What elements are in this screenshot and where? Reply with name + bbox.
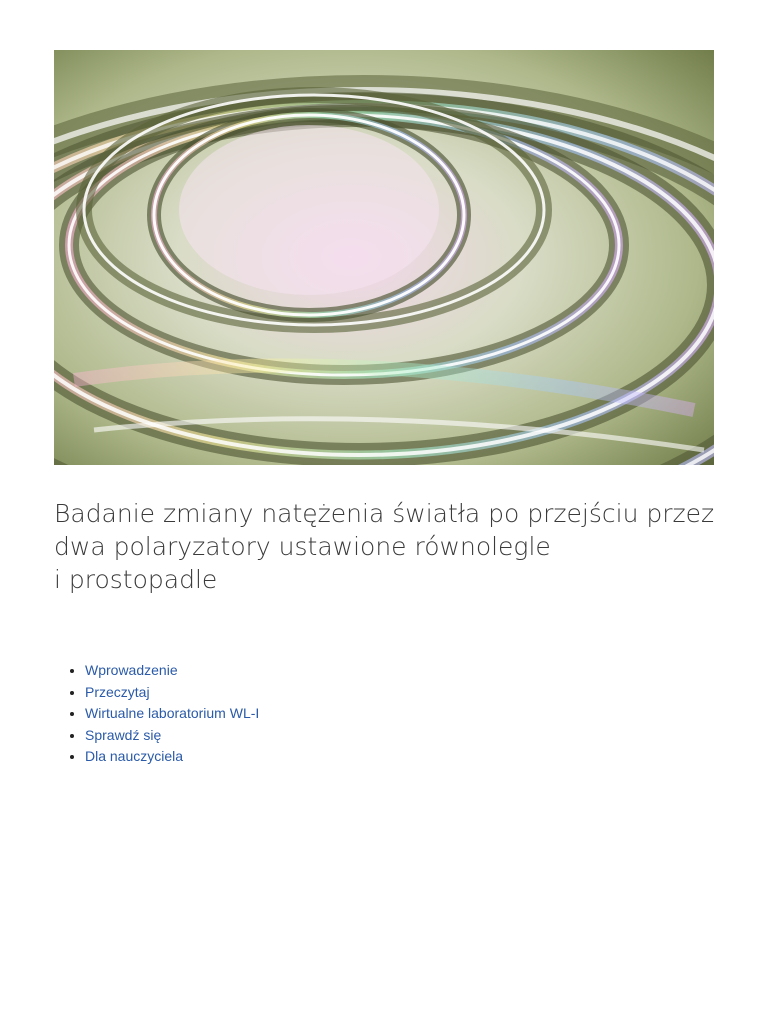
toc-link-virtual-lab[interactable]: Wirtualne laboratorium WL-I (85, 705, 260, 721)
title-line-3: i prostopadle (54, 565, 218, 594)
toc-link-check-yourself[interactable]: Sprawdź się (85, 726, 162, 743)
hero-image (54, 50, 714, 465)
title-line-1: Badanie zmiany natężenia światła po przejściu przez (54, 499, 715, 528)
toc-item-check-yourself (60, 725, 259, 747)
toc-item-for-teacher (60, 746, 259, 768)
toc-link-read[interactable]: Przeczytaj (85, 683, 150, 700)
toc-item-virtual-lab (60, 703, 259, 725)
toc-link-for-teacher[interactable]: Dla nauczyciela (85, 748, 184, 764)
title-line-2: dwa polaryzatory ustawione równolegle (54, 532, 551, 561)
glass-rings-photo-icon (54, 50, 714, 465)
page-title (54, 497, 724, 596)
toc-item-read (60, 682, 259, 704)
toc-item-introduction (60, 660, 259, 682)
toc-link-introduction[interactable]: Wprowadzenie (85, 662, 178, 678)
table-of-contents (60, 660, 259, 768)
